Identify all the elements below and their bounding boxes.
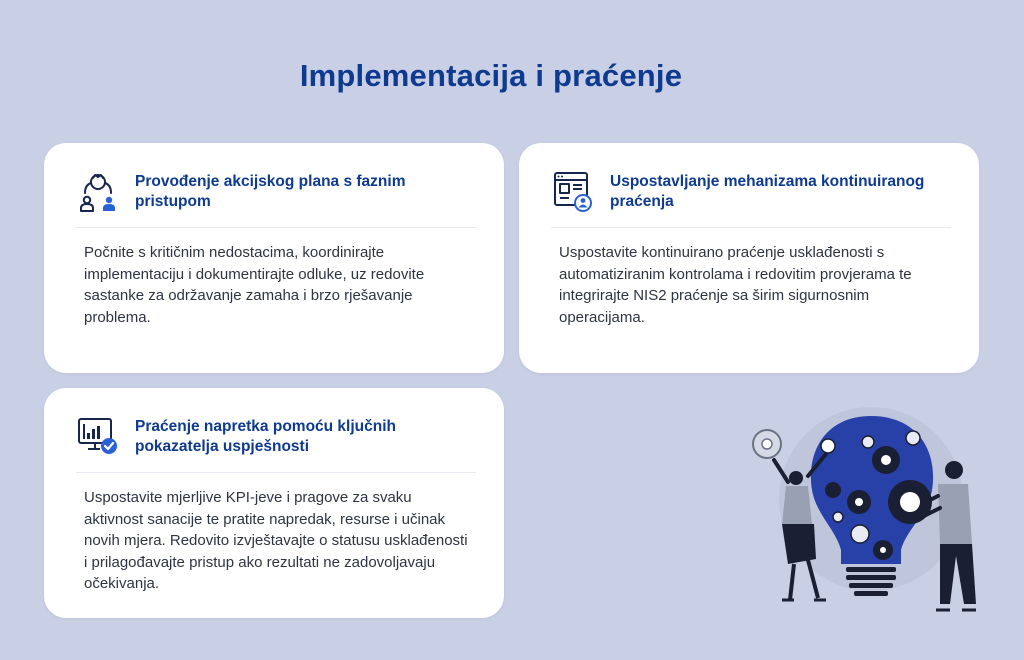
card-monitoring	[519, 143, 979, 373]
lightbulb-gears-teamwork-illustration	[736, 404, 986, 618]
card-action-plan	[44, 143, 504, 373]
card-header	[551, 169, 951, 228]
card-kpi-tracking	[44, 388, 504, 618]
card-body: Uspostavite kontinuirano praćenje usklađenosti s automatiziranim kontrolama i redovitim provjerama te integrirajte NIS2 praćenje sa širim sigurnosnim operacijama.	[559, 244, 912, 326]
card-body: Uspostavite mjerljive KPI-jeve i pragove za svaku aktivnost sanacije te pratite napredak, resurse i učinak novih mjera. Redovito izvještavajte o statusu usklađenosti i prilagođavajte pristup ako rezultati ne zadovoljavaju očekivanja.	[84, 489, 468, 592]
card-title: Praćenje napretka pomoću ključnih pokazatelja uspješnosti	[135, 418, 396, 455]
card-body: Počnite s kritičnim nedostacima, koordinirajte implementaciju i dokumentirajte odluke, uz redovite sastanke za održavanje zamaha i brzo rješavanje problema.	[84, 244, 425, 326]
card-header	[76, 414, 476, 473]
card-title: Provođenje akcijskog plana s faznim pristupom	[135, 173, 406, 210]
kpi-chart-check-icon	[76, 414, 120, 458]
team-leader-icon	[76, 169, 120, 213]
card-header	[76, 169, 476, 228]
dashboard-monitoring-icon	[551, 169, 595, 213]
card-title: Uspostavljanje mehanizama kontinuiranog praćenja	[610, 173, 925, 210]
page-title: Implementacija i praćenje	[299, 58, 683, 93]
